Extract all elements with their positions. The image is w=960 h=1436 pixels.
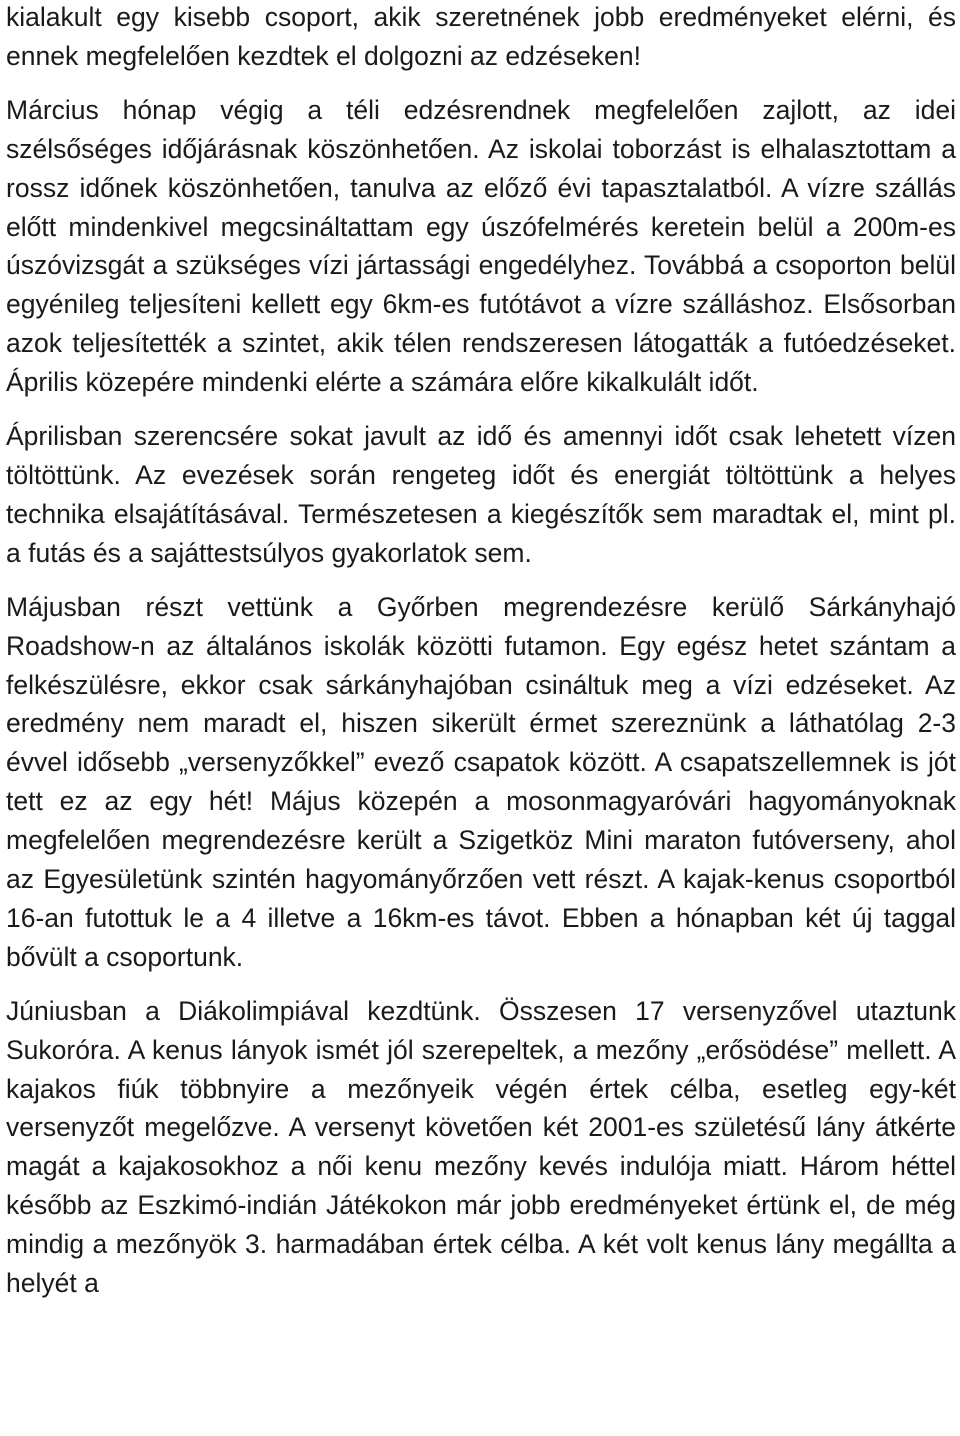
paragraph-may: Májusban részt vettünk a Győrben megrendezésre kerülő Sárkányhajó Roadshow-n az általános iskolák közötti futamon. Egy egész hetet szántam a felkészülésre, ekkor csak sárkányhajóban csináltuk meg a vízi edzéseket. Az eredmény nem maradt el, hiszen sikerült érmet szereznünk a láthatólag 2-3 évvel idősebb „versenyzőkkel” evező csapatok között. A csapatszellemnek is jót tett ez az egy hét! Május közepén a mosonmagyaróvári hagyományoknak megfelelően megrendezésre került a Szigetköz Mini maraton futóverseny, ahol az Egyesületünk szintén hagyományőrzően vett részt. A kajak-kenus csoportból 16-an futottuk le a 4 illetve a 16km-es távot. Ebben a hónapban két új taggal bővült a csoportunk.	[6, 591, 956, 972]
paragraph-group-formed: kialakult egy kisebb csoport, akik szeretnének jobb eredményeket elérni, és ennek megfelelően kezdtek el dolgozni az edzéseken!	[6, 2, 956, 71]
paragraph-march: Március hónap végig a téli edzésrendnek megfelelően zajlott, az idei szélsőséges időjárásnak köszönhetően. Az iskolai toborzást is elhalasztottam a rossz időnek köszönhetően, tanulva az előző évi tapasztalatból. A vízre szállás előtt mindenkivel megcsináltattam egy úszófelmérés keretein belül a 200m-es úszóvizsgát a szükséges vízi jártassági engedélyhez. Továbbá a csoporton belül egyénileg teljesíteni kellett egy 6km-es futótávot a vízre szálláshoz. Elsősorban azok teljesítették a szintet, akik télen rendszeresen látogatták a futóedzéseket. Április közepére mindenki elérte a számára előre kikalkulált időt.	[6, 94, 956, 398]
document-page	[6, 0, 956, 1303]
paragraph-april: Áprilisban szerencsére sokat javult az idő és amennyi időt csak lehetett vízen töltöttünk. Az evezések során rengeteg időt és energiát töltöttünk a helyes technika elsajátításával. Természetesen a kiegészítők sem maradtak el, mint pl. a futás és a sajáttestsúlyos gyakorlatok sem.	[6, 421, 956, 568]
paragraph-june: Júniusban a Diákolimpiával kezdtünk. Összesen 17 versenyzővel utaztunk Sukoróra. A kenus lányok ismét jól szerepeltek, a mezőny „erősödése” mellett. A kajakos fiúk többnyire a mezőnyeik végén értek célba, esetleg egy-két versenyzőt megelőzve. A versenyt követően két 2001-es születésű lány átkérte magát a kajakosokhoz a női kenu mezőny kevés indulója miatt. Három héttel később az Eszkimó-indián Játékokon már jobb eredményeket értünk el, de még mindig a mezőnyök 3. harmadában értek célba. A két volt kenus lány megállta a helyét a	[6, 995, 956, 1299]
